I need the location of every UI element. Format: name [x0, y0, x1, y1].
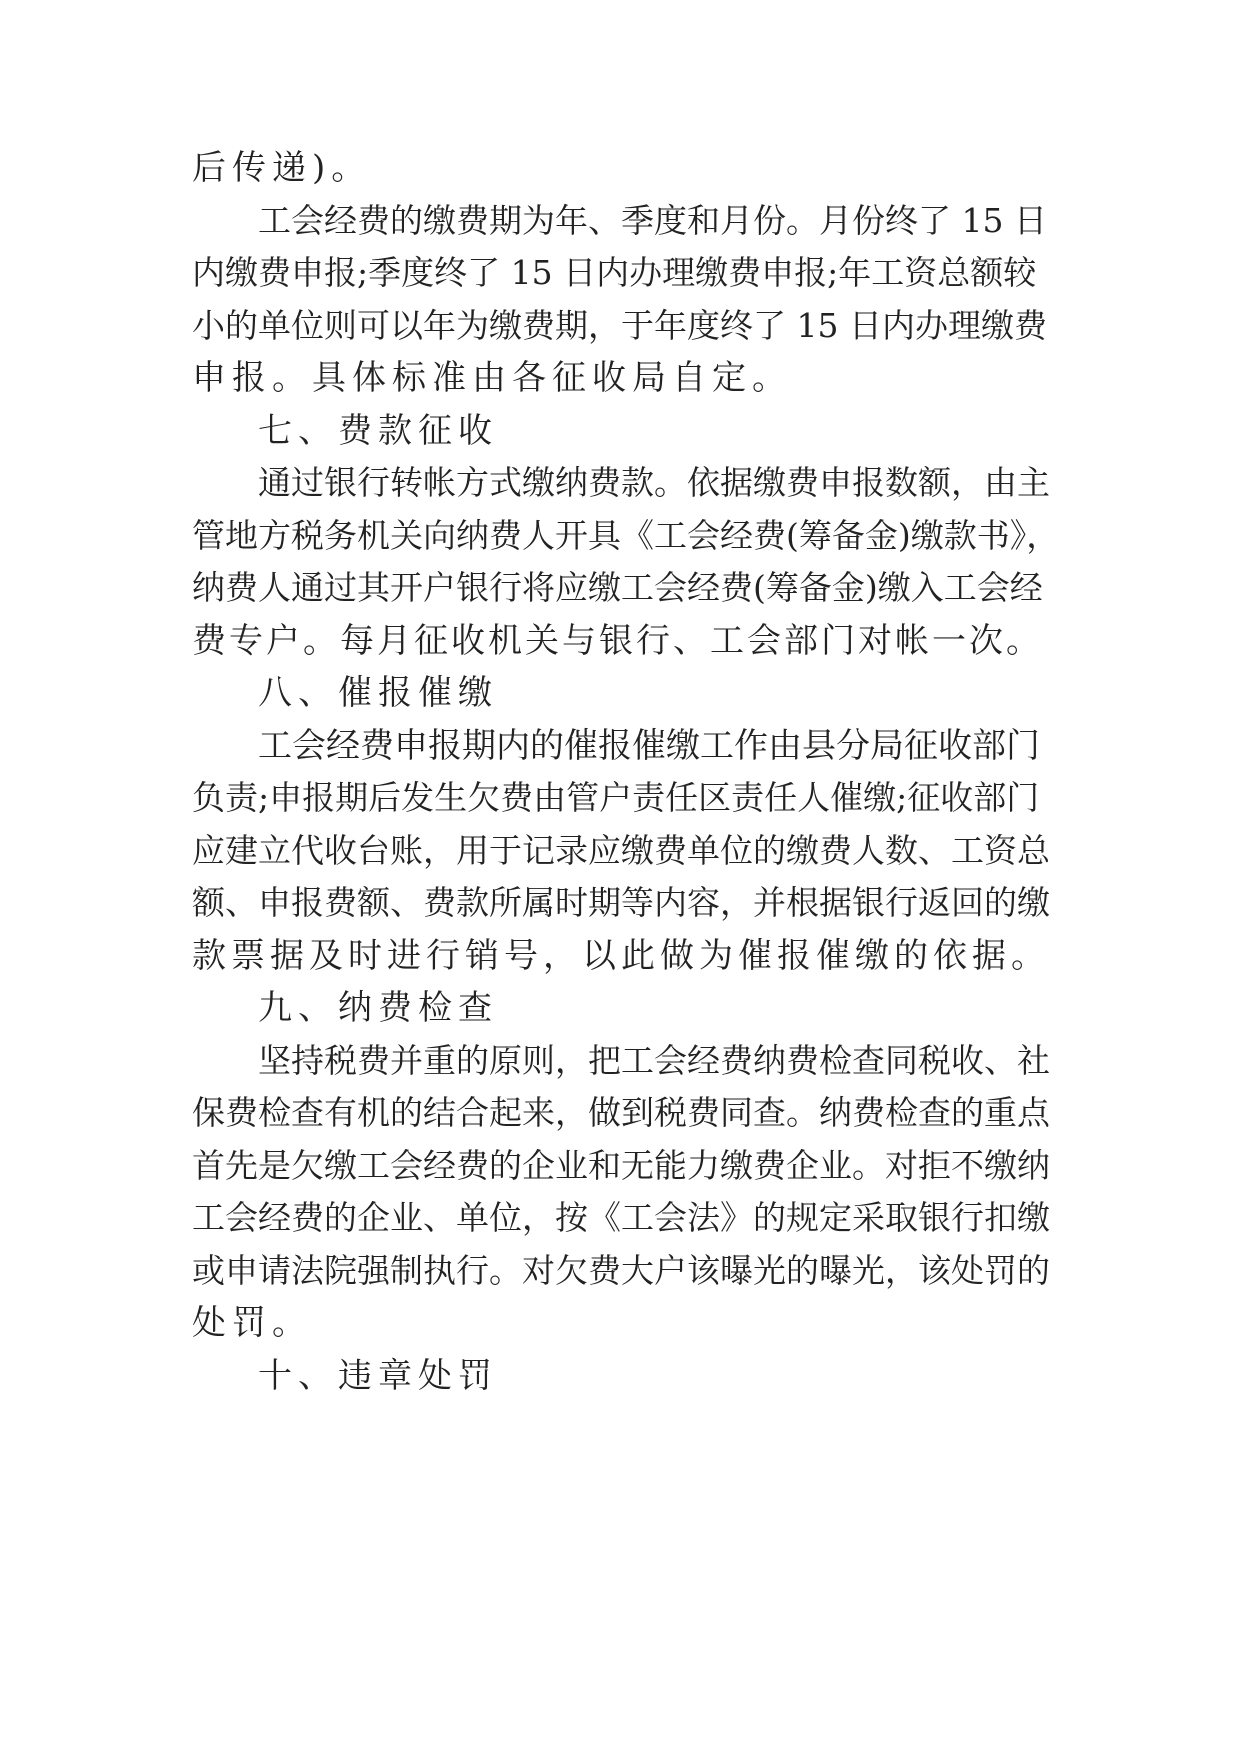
text-line: 申报。具体标准由各征收局自定。: [192, 358, 792, 398]
text-line: 负责;申报期后发生欠费由管户责任区责任人催缴;征收部门: [192, 778, 1040, 817]
text-line: 费专户。每月征收机关与银行、工会部门对帐一次。: [192, 621, 1043, 661]
text-line: 保费检查有机的结合起来，做到税费同查。纳费检查的重点: [192, 1093, 1050, 1132]
section-heading: 八、催报催缴: [258, 673, 498, 713]
text-line: 额、申报费额、费款所属时期等内容，并根据银行返回的缴: [192, 883, 1050, 922]
section-heading: 九、纳费检查: [258, 988, 498, 1028]
text-line: 工会经费的缴费期为年、季度和月份。月份终了 15 日: [258, 201, 1047, 240]
section-heading: 十、违章处罚: [258, 1356, 498, 1396]
text-line: 工会经费申报期内的催报催缴工作由县分局征收部门: [258, 726, 1040, 766]
text-line: 应建立代收台账，用于记录应缴费单位的缴费人数、工资总: [192, 831, 1050, 870]
text-line: 纳费人通过其开户银行将应缴工会经费(筹备金)缴入工会经: [192, 568, 1043, 607]
text-line: 坚持税费并重的原则，把工会经费纳费检查同税收、社: [258, 1041, 1050, 1080]
text-line: 管地方税务机关向纳费人开具《工会经费(筹备金)缴款书》，: [192, 516, 1060, 555]
text-line: 内缴费申报;季度终了 15 日内办理缴费申报;年工资总额较: [192, 253, 1037, 292]
text-line: 款票据及时进行销号，以此做为催报催缴的依据。: [192, 936, 1050, 976]
text-line: 首先是欠缴工会经费的企业和无能力缴费企业。对拒不缴纳: [192, 1146, 1050, 1185]
text-line: 后传递)。: [192, 148, 372, 188]
text-line: 或申请法院强制执行。对欠费大户该曝光的曝光，该处罚的: [192, 1251, 1050, 1290]
text-line: 工会经费的企业、单位，按《工会法》的规定采取银行扣缴: [192, 1198, 1050, 1237]
text-line: 通过银行转帐方式缴纳费款。依据缴费申报数额，由主: [258, 463, 1050, 502]
section-heading: 七、费款征收: [258, 411, 498, 451]
text-line: 小的单位则可以年为缴费期，于年度终了 15 日内办理缴费: [192, 306, 1047, 345]
text-line: 处罚。: [192, 1303, 312, 1343]
